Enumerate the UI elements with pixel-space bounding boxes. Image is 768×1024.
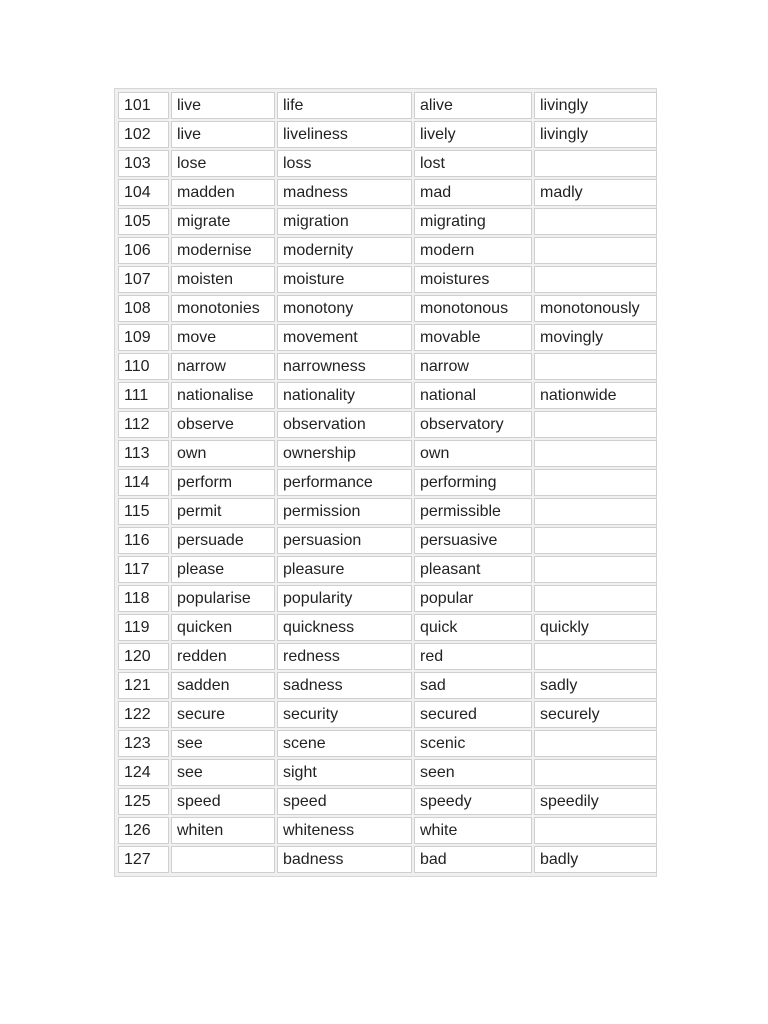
adverb-cell — [534, 498, 657, 525]
adverb-cell: livingly — [534, 121, 657, 148]
adverb-cell — [534, 585, 657, 612]
adverb-cell — [534, 208, 657, 235]
word-forms-grid — [116, 90, 659, 875]
noun-cell: performance — [277, 469, 412, 496]
table-row — [118, 411, 657, 438]
noun-cell: narrowness — [277, 353, 412, 380]
verb-cell: persuade — [171, 527, 275, 554]
noun-cell: movement — [277, 324, 412, 351]
table-row — [118, 846, 657, 873]
row-number-cell: 113 — [118, 440, 169, 467]
adjective-cell: quick — [414, 614, 532, 641]
table-row — [118, 817, 657, 844]
adverb-cell — [534, 440, 657, 467]
adverb-cell: madly — [534, 179, 657, 206]
noun-cell: observation — [277, 411, 412, 438]
row-number-cell: 114 — [118, 469, 169, 496]
adverb-cell: sadly — [534, 672, 657, 699]
adjective-cell: sad — [414, 672, 532, 699]
noun-cell: migration — [277, 208, 412, 235]
noun-cell: whiteness — [277, 817, 412, 844]
adjective-cell: monotonous — [414, 295, 532, 322]
noun-cell: security — [277, 701, 412, 728]
noun-cell: quickness — [277, 614, 412, 641]
adjective-cell: own — [414, 440, 532, 467]
table-row — [118, 701, 657, 728]
adverb-cell: monotonously — [534, 295, 657, 322]
table-body — [118, 92, 657, 873]
verb-cell: moisten — [171, 266, 275, 293]
table-row — [118, 353, 657, 380]
noun-cell: scene — [277, 730, 412, 757]
verb-cell: modernise — [171, 237, 275, 264]
noun-cell: popularity — [277, 585, 412, 612]
noun-cell: moisture — [277, 266, 412, 293]
adjective-cell: pleasant — [414, 556, 532, 583]
row-number-cell: 107 — [118, 266, 169, 293]
table-row — [118, 179, 657, 206]
noun-cell: speed — [277, 788, 412, 815]
adjective-cell: modern — [414, 237, 532, 264]
adverb-cell: quickly — [534, 614, 657, 641]
adjective-cell: bad — [414, 846, 532, 873]
word-forms-table — [114, 88, 657, 877]
verb-cell: see — [171, 730, 275, 757]
verb-cell: please — [171, 556, 275, 583]
verb-cell: quicken — [171, 614, 275, 641]
row-number-cell: 110 — [118, 353, 169, 380]
adverb-cell — [534, 817, 657, 844]
row-number-cell: 115 — [118, 498, 169, 525]
row-number-cell: 102 — [118, 121, 169, 148]
verb-cell: whiten — [171, 817, 275, 844]
table-row — [118, 614, 657, 641]
adjective-cell: seen — [414, 759, 532, 786]
adjective-cell: narrow — [414, 353, 532, 380]
adjective-cell: popular — [414, 585, 532, 612]
adverb-cell: speedily — [534, 788, 657, 815]
adverb-cell — [534, 353, 657, 380]
verb-cell: move — [171, 324, 275, 351]
row-number-cell: 108 — [118, 295, 169, 322]
verb-cell: migrate — [171, 208, 275, 235]
noun-cell: liveliness — [277, 121, 412, 148]
verb-cell: live — [171, 121, 275, 148]
verb-cell: perform — [171, 469, 275, 496]
adjective-cell: speedy — [414, 788, 532, 815]
verb-cell: observe — [171, 411, 275, 438]
verb-cell: own — [171, 440, 275, 467]
table-row — [118, 237, 657, 264]
noun-cell: loss — [277, 150, 412, 177]
row-number-cell: 121 — [118, 672, 169, 699]
adverb-cell — [534, 759, 657, 786]
verb-cell: permit — [171, 498, 275, 525]
adjective-cell: performing — [414, 469, 532, 496]
adjective-cell: national — [414, 382, 532, 409]
adjective-cell: mad — [414, 179, 532, 206]
verb-cell: lose — [171, 150, 275, 177]
noun-cell: ownership — [277, 440, 412, 467]
adjective-cell: white — [414, 817, 532, 844]
noun-cell: redness — [277, 643, 412, 670]
verb-cell — [171, 846, 275, 873]
adverb-cell: movingly — [534, 324, 657, 351]
table-row — [118, 585, 657, 612]
adverb-cell — [534, 150, 657, 177]
adjective-cell: alive — [414, 92, 532, 119]
adverb-cell — [534, 730, 657, 757]
adverb-cell: livingly — [534, 92, 657, 119]
table-row — [118, 121, 657, 148]
adjective-cell: observatory — [414, 411, 532, 438]
adjective-cell: moistures — [414, 266, 532, 293]
table-row — [118, 150, 657, 177]
row-number-cell: 112 — [118, 411, 169, 438]
adverb-cell: securely — [534, 701, 657, 728]
row-number-cell: 109 — [118, 324, 169, 351]
adverb-cell — [534, 469, 657, 496]
verb-cell: nationalise — [171, 382, 275, 409]
verb-cell: narrow — [171, 353, 275, 380]
noun-cell: sadness — [277, 672, 412, 699]
row-number-cell: 104 — [118, 179, 169, 206]
adverb-cell — [534, 411, 657, 438]
row-number-cell: 101 — [118, 92, 169, 119]
table-row — [118, 527, 657, 554]
noun-cell: life — [277, 92, 412, 119]
table-row — [118, 643, 657, 670]
verb-cell: see — [171, 759, 275, 786]
adjective-cell: secured — [414, 701, 532, 728]
table-row — [118, 440, 657, 467]
table-row — [118, 498, 657, 525]
verb-cell: secure — [171, 701, 275, 728]
table-row — [118, 556, 657, 583]
adverb-cell — [534, 556, 657, 583]
row-number-cell: 123 — [118, 730, 169, 757]
row-number-cell: 116 — [118, 527, 169, 554]
table-row — [118, 730, 657, 757]
row-number-cell: 103 — [118, 150, 169, 177]
table-row — [118, 295, 657, 322]
table-row — [118, 759, 657, 786]
table-row — [118, 382, 657, 409]
adverb-cell — [534, 527, 657, 554]
noun-cell: pleasure — [277, 556, 412, 583]
verb-cell: speed — [171, 788, 275, 815]
row-number-cell: 124 — [118, 759, 169, 786]
adjective-cell: lively — [414, 121, 532, 148]
noun-cell: sight — [277, 759, 412, 786]
noun-cell: monotony — [277, 295, 412, 322]
table-row — [118, 208, 657, 235]
noun-cell: badness — [277, 846, 412, 873]
adjective-cell: scenic — [414, 730, 532, 757]
verb-cell: redden — [171, 643, 275, 670]
adverb-cell — [534, 266, 657, 293]
row-number-cell: 127 — [118, 846, 169, 873]
noun-cell: persuasion — [277, 527, 412, 554]
row-number-cell: 106 — [118, 237, 169, 264]
row-number-cell: 117 — [118, 556, 169, 583]
row-number-cell: 126 — [118, 817, 169, 844]
verb-cell: popularise — [171, 585, 275, 612]
table-row — [118, 266, 657, 293]
verb-cell: sadden — [171, 672, 275, 699]
adverb-cell: badly — [534, 846, 657, 873]
table-row — [118, 469, 657, 496]
verb-cell: monotonies — [171, 295, 275, 322]
row-number-cell: 119 — [118, 614, 169, 641]
row-number-cell: 120 — [118, 643, 169, 670]
table-row — [118, 92, 657, 119]
noun-cell: permission — [277, 498, 412, 525]
noun-cell: nationality — [277, 382, 412, 409]
adjective-cell: permissible — [414, 498, 532, 525]
row-number-cell: 111 — [118, 382, 169, 409]
table-row — [118, 324, 657, 351]
adverb-cell — [534, 643, 657, 670]
row-number-cell: 122 — [118, 701, 169, 728]
table-row — [118, 672, 657, 699]
adjective-cell: migrating — [414, 208, 532, 235]
adjective-cell: lost — [414, 150, 532, 177]
noun-cell: madness — [277, 179, 412, 206]
row-number-cell: 125 — [118, 788, 169, 815]
adverb-cell: nationwide — [534, 382, 657, 409]
adverb-cell — [534, 237, 657, 264]
adjective-cell: red — [414, 643, 532, 670]
row-number-cell: 118 — [118, 585, 169, 612]
noun-cell: modernity — [277, 237, 412, 264]
row-number-cell: 105 — [118, 208, 169, 235]
verb-cell: madden — [171, 179, 275, 206]
verb-cell: live — [171, 92, 275, 119]
adjective-cell: persuasive — [414, 527, 532, 554]
adjective-cell: movable — [414, 324, 532, 351]
table-row — [118, 788, 657, 815]
